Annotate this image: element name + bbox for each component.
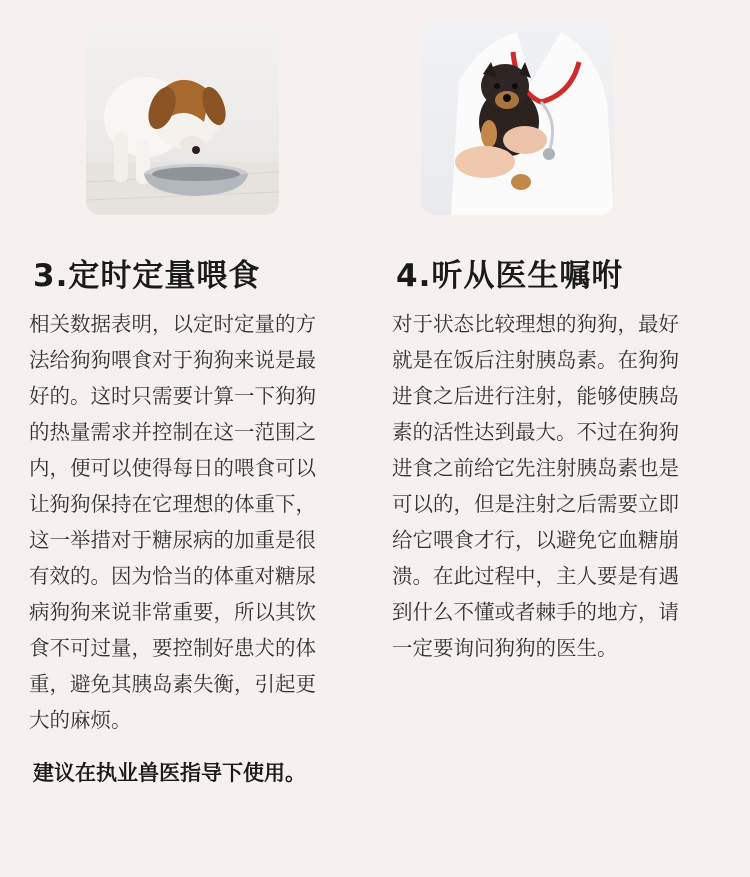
body-line: 让狗狗保持在它理想的体重下， xyxy=(29,492,316,516)
body-line: 到什么不懂或者棘手的地方，请 xyxy=(392,600,679,624)
body-line: 的热量需求并控制在这一范围之 xyxy=(29,420,316,444)
section-title-timed-feeding: 3.定时定量喂食 xyxy=(33,258,261,294)
body-line: 给它喂食才行，以避免它血糖崩 xyxy=(392,528,679,552)
body-line: 进食之后进行注射，能够使胰岛 xyxy=(392,384,679,408)
vet-guidance-note: 建议在执业兽医指导下使用。 xyxy=(33,761,306,785)
body-line: 病狗狗来说非常重要，所以其饮 xyxy=(29,600,316,624)
body-line: 大的麻烦。 xyxy=(29,708,132,732)
body-line: 溃。在此过程中，主人要是有遇 xyxy=(392,564,679,588)
body-line: 重，避免其胰岛素失衡，引起更 xyxy=(29,672,316,696)
body-line: 素的活性达到最大。不过在狗狗 xyxy=(392,420,679,444)
body-line: 有效的。因为恰当的体重对糖尿 xyxy=(29,564,316,588)
puppy-eating-illustration xyxy=(86,22,279,215)
body-line: 内，便可以使得每日的喂食可以 xyxy=(29,456,316,480)
body-line: 对于状态比较理想的狗狗，最好 xyxy=(392,312,679,336)
vet-puppy-illustration xyxy=(421,22,614,215)
body-line: 进食之前给它先注射胰岛素也是 xyxy=(392,456,679,480)
body-line: 法给狗狗喂食对于狗狗来说是最 xyxy=(29,348,316,372)
body-line: 好的。这时只需要计算一下狗狗 xyxy=(29,384,316,408)
vet-holding-puppy-photo xyxy=(421,22,614,215)
section-body-timed-feeding xyxy=(29,306,364,738)
puppy-eating-photo xyxy=(86,22,279,215)
body-line: 可以的，但是注射之后需要立即 xyxy=(392,492,679,516)
section-title-follow-doctor: 4.听从医生嘱咐 xyxy=(396,258,624,294)
body-line: 一定要询问狗狗的医生。 xyxy=(392,636,618,660)
body-line: 这一举措对于糖尿病的加重是很 xyxy=(29,528,316,552)
section-body-follow-doctor xyxy=(392,306,727,666)
body-line: 就是在饭后注射胰岛素。在狗狗 xyxy=(392,348,679,372)
body-line: 相关数据表明，以定时定量的方 xyxy=(29,312,316,336)
body-line: 食不可过量，要控制好患犬的体 xyxy=(29,636,316,660)
